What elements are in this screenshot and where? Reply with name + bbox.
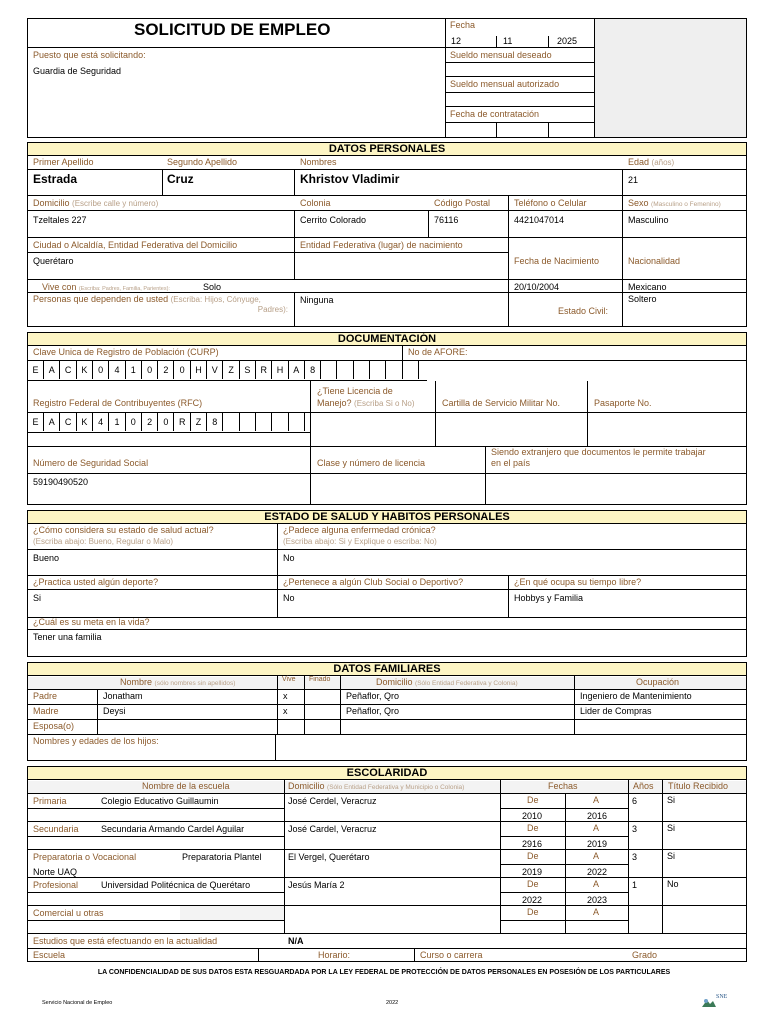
rfc-char-cell[interactable] <box>240 413 256 431</box>
esc-de-secundaria[interactable]: 2916 <box>522 839 543 849</box>
esc-escuela-preparatoria-2[interactable]: Norte UAQ <box>33 867 78 877</box>
esc-a-label: A <box>593 879 600 889</box>
cp[interactable]: 76116 <box>434 215 459 225</box>
licencia-hint: (Escriba Si o No) <box>354 399 415 408</box>
rfc-char-cell[interactable] <box>256 413 272 431</box>
curp-char-cell[interactable]: 2 <box>158 361 174 379</box>
esc-titulo-secundaria[interactable]: Si <box>667 823 676 833</box>
salud-a1[interactable]: Bueno <box>33 553 60 563</box>
esc-nivel-secundaria: Secundaria <box>33 824 79 834</box>
colonia-label: Colonia <box>300 198 331 208</box>
entidad-nacimiento-label: Entidad Federativa (lugar) de nacimiento <box>300 240 463 250</box>
curp-char-cell[interactable]: H <box>273 361 289 379</box>
dependen-label <box>33 294 261 304</box>
esc-anos-secundaria[interactable]: 3 <box>632 824 638 834</box>
rfc-char-cell[interactable] <box>289 413 305 431</box>
estado-civil[interactable]: Soltero <box>628 294 657 304</box>
salud-q2: ¿Padece alguna enfermedad crónica? <box>283 525 436 535</box>
estado-civil-label: Estado Civil: <box>558 306 609 316</box>
esc-titulo-preparatoria[interactable]: Si <box>667 851 676 861</box>
esc-nivel-comercial: Comercial u otras <box>33 908 104 918</box>
nombres-label: Nombres <box>300 157 337 167</box>
curp-char-cell[interactable]: C <box>61 361 77 379</box>
telefono-label: Teléfono o Celular <box>514 198 587 208</box>
curp-char-cell[interactable]: 0 <box>175 361 191 379</box>
section-salud: ESTADO DE SALUD Y HABITOS PERSONALES <box>27 510 747 524</box>
dependen-hint-1: (Escriba: Hijos, Cónyuge, <box>170 295 261 304</box>
fam-h-nombre-hint: (sólo nombres sin apellidos) <box>154 680 236 687</box>
curp-char-cell[interactable] <box>354 361 370 379</box>
salud-a4[interactable]: No <box>283 593 295 603</box>
rfc-char-cell[interactable]: C <box>61 413 77 431</box>
esc-h-domicilio-hint: (Sólo Entidad Federativa y Municipio o Colonia) <box>327 784 465 791</box>
rfc-char-cell[interactable]: 0 <box>126 413 142 431</box>
esc-de-label: De <box>527 823 539 833</box>
esc-escuela-primaria[interactable]: Colegio Educativo Guillaumin <box>101 796 219 806</box>
esc-de-label: De <box>527 879 539 889</box>
esc-a-label: A <box>593 795 600 805</box>
rfc-char-cell[interactable]: K <box>77 413 93 431</box>
curp-char-cell[interactable]: H <box>191 361 207 379</box>
curp-char-cell[interactable]: A <box>44 361 60 379</box>
colonia[interactable]: Cerrito Colorado <box>300 215 367 225</box>
edad-label <box>628 157 674 167</box>
esc-actual-label: Estudios que está efectuando en la actualidad <box>33 936 218 946</box>
licencia-label-1: ¿Tiene Licencia de <box>317 386 393 396</box>
puesto-value[interactable]: Guardia de Seguridad <box>33 66 122 76</box>
fam-rel-madre: Madre <box>33 706 59 716</box>
header-gray-panel <box>595 19 746 137</box>
rfc-char-cell[interactable]: 2 <box>142 413 158 431</box>
fam-h-finado: Finado <box>309 676 331 683</box>
nss[interactable]: 59190490520 <box>33 477 89 487</box>
esc-domicilio-preparatoria[interactable]: El Vergel, Querétaro <box>288 852 370 862</box>
fecha-year[interactable]: 2025 <box>557 36 578 46</box>
afore-label: No de AFORE: <box>408 347 468 357</box>
footer-left: Servicio Nacional de Empleo <box>42 1000 113 1006</box>
esc-escuela-profesional[interactable]: Universidad Politécnica de Querétaro <box>101 880 251 890</box>
rfc-char-cell[interactable]: 8 <box>207 413 223 431</box>
nombres[interactable]: Khristov Vladimir <box>300 172 400 186</box>
salud-a5[interactable]: Hobbys y Familia <box>514 593 584 603</box>
dependen-hint-2: Padres): <box>257 305 288 314</box>
telefono[interactable]: 4421047014 <box>514 215 565 225</box>
sexo[interactable]: Masculino <box>628 215 669 225</box>
fecha-nacimiento[interactable]: 20/10/2004 <box>514 282 560 292</box>
esc-nivel-preparatoria: Preparatoria o Vocacional <box>33 852 137 862</box>
sueldo-deseado-label: Sueldo mensual deseado <box>450 50 552 60</box>
fam-h-domicilio-text: Domicilio <box>376 677 413 687</box>
esc-curso-label: Curso o carrera <box>420 950 483 960</box>
esc-escuela-preparatoria[interactable]: Preparatoria Plantel <box>182 852 262 862</box>
curp-char-cell[interactable]: 8 <box>305 361 321 379</box>
esc-nivel-profesional: Profesional <box>33 880 79 890</box>
nacionalidad-label: Nacionalidad <box>628 256 681 266</box>
puesto-label: Puesto que está solicitando: <box>33 50 146 60</box>
curp-label: Clave Unica de Registro de Población (CURP) <box>33 347 219 357</box>
curp-char-cell[interactable]: A <box>289 361 305 379</box>
rfc-char-cell[interactable]: E <box>28 413 44 431</box>
section-personal: DATOS PERSONALES <box>27 142 747 156</box>
salud-q1-hint: (Escriba abajo: Bueno, Regular o Malo) <box>33 537 174 546</box>
fam-nombre-padre[interactable]: Jonatham <box>103 691 143 701</box>
sexo-hint: (Masculino o Femenino) <box>651 201 721 208</box>
section-familiares: DATOS FAMILIARES <box>27 662 747 676</box>
curp-char-cell[interactable]: 4 <box>110 361 126 379</box>
rfc-label: Registro Federal de Contribuyentes (RFC) <box>33 398 203 408</box>
salud-q1: ¿Cómo considera su estado de salud actual? <box>33 525 214 535</box>
curp-char-cell[interactable]: K <box>77 361 93 379</box>
extranjero-label-1: Siendo extranjero que documentos le permite trabajar <box>491 447 706 457</box>
cp-label: Código Postal <box>434 198 491 208</box>
domicilio-hint: (Escribe calle y número) <box>72 199 159 208</box>
esc-de-label: De <box>527 851 539 861</box>
curp-char-cell[interactable] <box>370 361 386 379</box>
salud-q2-hint: (Escriba abajo: Si y Explique o escriba: No) <box>283 537 437 546</box>
fam-domicilio-padre[interactable]: Peñaflor, Qro <box>346 691 400 701</box>
edad[interactable]: 21 <box>628 175 639 185</box>
vive-con-hint: (Escriba: Padres, Familia, Parientes): <box>78 286 170 292</box>
curp-char-cell[interactable]: E <box>28 361 44 379</box>
dependen[interactable]: Ninguna <box>300 295 334 305</box>
esc-domicilio-secundaria[interactable]: José Cardel, Veracruz <box>288 824 377 834</box>
esc-actual[interactable]: N/A <box>288 936 304 946</box>
domicilio[interactable]: Tzeltales 227 <box>33 215 87 225</box>
esc-h-fechas: Fechas <box>548 781 578 791</box>
esc-horario-label: Horario: <box>318 950 351 960</box>
salud-a6[interactable]: Tener una familia <box>33 632 102 642</box>
extranjero-label-2: en el país <box>491 458 531 468</box>
fam-h-domicilio-hint: (Sólo Entidad Federativa y Colonia) <box>415 680 518 687</box>
salud-q3: ¿Practica usted algún deporte? <box>33 577 159 587</box>
curp-char-cell[interactable]: V <box>207 361 223 379</box>
esc-h-escuela: Nombre de la escuela <box>142 781 230 791</box>
rfc-char-cell[interactable]: A <box>44 413 60 431</box>
esc-anos-preparatoria[interactable]: 3 <box>632 852 638 862</box>
sne-logo-text: SNE <box>716 994 728 1000</box>
fam-vive-padre[interactable]: x <box>283 691 288 701</box>
curp-char-cell[interactable] <box>387 361 403 379</box>
domicilio-label-text: Domicilio <box>33 198 70 208</box>
nss-label: Número de Seguridad Social <box>33 458 149 468</box>
curp-char-cell[interactable]: S <box>240 361 256 379</box>
esc-de-profesional[interactable]: 2022 <box>522 895 543 905</box>
nacionalidad[interactable]: Mexicano <box>628 282 667 292</box>
fecha-month[interactable]: 11 <box>503 36 513 46</box>
fecha-label: Fecha <box>450 20 476 30</box>
vive-con-label-text: Vive con <box>42 282 77 292</box>
curp-char-cell[interactable] <box>338 361 354 379</box>
domicilio-label <box>33 198 158 208</box>
esc-h-domicilio-text: Domicilio <box>288 781 325 791</box>
esc-titulo-primaria[interactable]: Si <box>667 795 676 805</box>
licencia-label-2 <box>317 398 415 408</box>
ciudad-label: Ciudad o Alcaldía, Entidad Federativa del Domicilio <box>33 240 238 250</box>
esc-h-anos: Años <box>633 781 654 791</box>
fam-h-domicilio <box>376 677 518 687</box>
fam-nombre-madre[interactable]: Deysi <box>103 706 126 716</box>
section-escolaridad: ESCOLARIDAD <box>27 766 747 780</box>
privacy-notice: LA CONFIDENCIALIDAD DE SUS DATOS ESTA RESGUARDADA POR LA LEY FEDERAL DE PROTECCIÓN DE DATOS PERSONALES EN POSESIÓN DE LOS PARTICULARES <box>97 969 671 976</box>
esc-escuela-label: Escuela <box>33 950 66 960</box>
curp-char-cell[interactable]: 0 <box>142 361 158 379</box>
curp-char-cell[interactable]: Z <box>224 361 240 379</box>
esc-domicilio-profesional[interactable]: Jesús María 2 <box>288 880 345 890</box>
rfc-char-cell[interactable] <box>273 413 289 431</box>
sueldo-autorizado-label: Sueldo mensual autorizado <box>450 79 560 89</box>
edad-hint: (años) <box>651 158 675 167</box>
ciudad[interactable]: Querétaro <box>33 256 74 266</box>
esc-anos-profesional[interactable]: 1 <box>632 880 638 890</box>
esc-a-label: A <box>593 851 600 861</box>
esc-de-label: De <box>527 907 539 917</box>
rfc-char-cell[interactable]: R <box>175 413 191 431</box>
curp-char-cell[interactable] <box>403 361 419 379</box>
fam-vive-madre[interactable]: x <box>283 706 288 716</box>
fecha-nacimiento-label: Fecha de Nacimiento <box>514 256 600 266</box>
fam-h-vive: Vive <box>282 676 296 683</box>
sne-logo-icon <box>702 995 716 1005</box>
fam-rel-padre: Padre <box>33 691 58 701</box>
page-title: SOLICITUD DE EMPLEO <box>134 20 331 39</box>
esc-a-label: A <box>593 907 600 917</box>
salud-q5: ¿En qué ocupa su tiempo libre? <box>514 577 642 587</box>
rfc-char-cell[interactable]: Z <box>191 413 207 431</box>
licencia-label-2-text: Manejo? <box>317 398 352 408</box>
rfc-char-cell[interactable]: 0 <box>158 413 174 431</box>
fam-domicilio-madre[interactable]: Peñaflor, Qro <box>346 706 400 716</box>
esc-grado-label: Grado <box>632 950 658 960</box>
rfc-char-cell[interactable] <box>224 413 240 431</box>
curp-char-cell[interactable] <box>321 361 337 379</box>
fecha-contratacion-label: Fecha de contratación <box>450 109 540 119</box>
fam-h-ocupacion: Ocupación <box>636 677 680 687</box>
rfc-char-cell[interactable]: 4 <box>93 413 109 431</box>
rfc-char-cell[interactable]: 1 <box>110 413 126 431</box>
vive-con-label <box>42 282 170 292</box>
esc-escuela-secundaria[interactable]: Secundaria Armando Cardel Aguilar <box>101 824 245 834</box>
curp-char-cell[interactable]: R <box>256 361 272 379</box>
salud-a3[interactable]: Si <box>33 593 42 603</box>
esc-h-titulo: Título Recibido <box>668 781 729 791</box>
esc-nivel-primaria: Primaria <box>33 796 67 806</box>
edad-label-text: Edad <box>628 157 650 167</box>
vive-con[interactable]: Solo <box>203 282 222 292</box>
fam-h-nombre <box>120 677 235 687</box>
sexo-label <box>628 198 721 208</box>
esc-h-domicilio <box>288 781 464 791</box>
salud-a2[interactable]: No <box>283 553 295 563</box>
salud-q4: ¿Pertenece a algún Club Social o Deportivo? <box>283 577 464 587</box>
pasaporte-label: Pasaporte No. <box>594 398 652 408</box>
esc-titulo-profesional[interactable]: No <box>667 879 679 889</box>
esc-de-primaria[interactable]: 2010 <box>522 811 543 821</box>
segundo-apellido-label: Segundo Apellido <box>167 157 238 167</box>
fam-rel-esposa: Esposa(o) <box>33 721 75 731</box>
fam-h-nombre-text: Nombre <box>120 677 153 687</box>
fecha-day[interactable]: 12 <box>451 36 462 46</box>
fam-ocupacion-padre[interactable]: Ingeniero de Mantenimiento <box>580 691 692 701</box>
cartilla-label: Cartilla de Servicio Militar No. <box>442 398 561 408</box>
salud-q6: ¿Cuál es su meta en la vida? <box>33 617 150 627</box>
section-documentacion: DOCUMENTACIÓN <box>27 332 747 346</box>
fam-hijos-label: Nombres y edades de los hijos: <box>33 736 159 746</box>
esc-a-preparatoria[interactable]: 2022 <box>587 867 608 877</box>
sexo-label-text: Sexo <box>628 198 649 208</box>
primer-apellido-label: Primer Apellido <box>33 157 94 167</box>
dependen-label-text: Personas que dependen de usted <box>33 294 169 304</box>
esc-de-preparatoria[interactable]: 2019 <box>522 867 543 877</box>
esc-de-label: De <box>527 795 539 805</box>
curp-char-cell[interactable]: 1 <box>126 361 142 379</box>
esc-a-secundaria[interactable]: 2019 <box>587 839 608 849</box>
clase-licencia-label: Clase y número de licencia <box>317 458 426 468</box>
esc-domicilio-primaria[interactable]: José Cerdel, Veracruz <box>288 796 377 806</box>
fam-ocupacion-madre[interactable]: Lider de Compras <box>580 706 652 716</box>
esc-a-label: A <box>593 823 600 833</box>
footer-year: 2022 <box>386 1000 399 1006</box>
esc-a-profesional[interactable]: 2023 <box>587 895 608 905</box>
curp-char-cell[interactable]: 0 <box>93 361 109 379</box>
segundo-apellido[interactable]: Cruz <box>167 172 194 186</box>
primer-apellido[interactable]: Estrada <box>33 172 78 186</box>
esc-a-primaria[interactable]: 2016 <box>587 811 608 821</box>
esc-anos-primaria[interactable]: 6 <box>632 796 638 806</box>
